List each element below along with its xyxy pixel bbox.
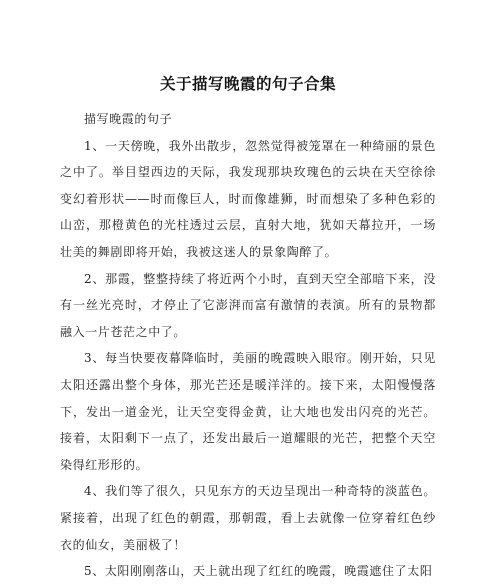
section-subtitle: 描写晚霞的句子 [84, 112, 173, 126]
paragraph-1: 1、一天傍晚，我外出散步，忽然觉得被笼罩在一种绮丽的景色之中了。举目望西边的天际，我发现那块玫瑰色的云块在天空徐徐变幻着形状——时而像巨人，时而像雄狮，时而想染了多种色彩的山峦，那橙黄色的光柱透过云层，直射大地，犹如天幕拉开，一场壮美的舞剧即将开始，我被这迷人的景象陶醉了。 [60, 138, 436, 259]
document-body [60, 106, 436, 585]
paragraph-4: 4、我们等了很久，只见东方的天边呈现出一种奇特的淡蓝色。紧接着，出现了红色的朝霞，那朝霞，看上去就像一位穿着红色纱衣的仙女，美丽极了！ [60, 484, 436, 552]
paragraph-2: 2、那霞，整整持续了将近两个小时，直到天空全部暗下来，没有一丝光亮时，才停止了它澎湃而富有激情的表演。所有的景物都融入一片苍茫之中了。 [60, 271, 436, 339]
document-title: 关于描写晚霞的句子合集 [159, 75, 336, 93]
paragraph-5: 5、太阳刚刚落山，天上就出现了红红的晚霞，晚霞遮住了太阳 [84, 564, 433, 579]
paragraph-3: 3、每当快要夜幕降临时，美丽的晚霞映入眼帘。刚开始，只见太阳还露出整个身体，那光芒还是暖洋洋的。接下来，太阳慢慢落下，发出一道金光，让天空变得金黄，让大地也发出闪亮的光芒。接着，太阳剩下一点了，还发出最后一道耀眼的光芒，把整个天空染得红形形的。 [60, 351, 436, 472]
